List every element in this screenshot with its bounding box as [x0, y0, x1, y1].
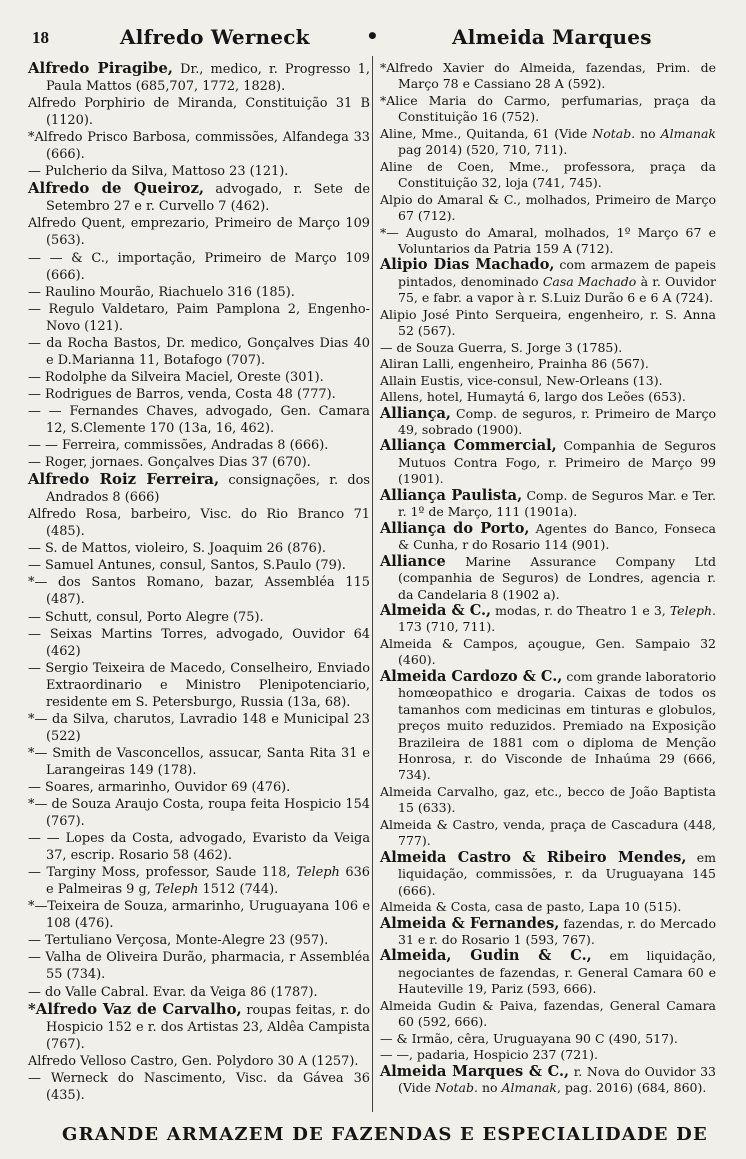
entry-text: roupas feitas, r. do Hospicio 152 e r. dos Artistas 23, Aldêa Campista (767). — [46, 1002, 370, 1052]
entry-text: no — [477, 1080, 502, 1096]
entry-text: com grande laboratorio homœopathico e drogaria. Caixas de todos os tamanhos com medicinas em tinturas e globulos, preços muito reduzidos. Premiado na Exposição Brazileira de 1881 com o diploma de Menção Honrosa, r. do Visconde de Inhaúma 29 (666, 734). — [398, 668, 716, 783]
entry-text: Teleph — [296, 865, 340, 881]
directory-entry — [28, 898, 370, 932]
entry-text: , pag. 2016) (684, 860). — [556, 1080, 707, 1096]
entry-text: — Soares, armarinho, Ouvidor 69 (476). — [28, 779, 291, 795]
directory-entry — [28, 609, 370, 626]
entry-text: Alfredo Rosa, barbeiro, Visc. do Rio Branco 71 (485). — [28, 507, 370, 540]
directory-entry — [380, 373, 716, 389]
column-divider — [372, 56, 373, 1112]
entry-text: — Valha de Oliveira Durão, pharmacia, r Assembléa 55 (734). — [28, 950, 370, 983]
entry-text: — —, padaria, Hospicio 237 (721). — [380, 1047, 598, 1063]
entry-text: *— dos Santos Romano, bazar, Assembléa 115 (487). — [28, 575, 370, 608]
entry-text: — — Lopes da Costa, advogado, Evaristo da Veiga 37, escrip. Rosario 58 (462). — [28, 831, 370, 864]
entry-text: Almeida & Campos, açougue, Gen. Sampaio 32 (460). — [380, 635, 716, 668]
directory-entry — [28, 180, 370, 215]
directory-entry — [380, 1047, 716, 1063]
entry-text: Almanak — [660, 125, 716, 141]
page-number: 18 — [32, 28, 49, 47]
directory-entry — [380, 817, 716, 850]
entry-text: advogado, r. Sete de Setembro 27 e r. Curvello 7 (462). — [46, 182, 370, 215]
entry-name: *Alfredo Vaz de Carvalho, — [28, 999, 242, 1018]
entry-text: *— Augusto do Amaral, molhados, 1º Março 67 e Voluntarios da Patria 159 A (712). — [380, 224, 716, 256]
entry-text: Aline de Coen, Mme., professora, praça da Constituição 32, loja (741, 745). — [380, 158, 716, 191]
entry-text: — Tertuliano Verçosa, Monte-Alegre 23 (957). — [28, 933, 329, 949]
entry-text: — — Fernandes Chaves, advogado, Gen. Camara 12, S.Clemente 170 (13a, 16, 462). — [28, 403, 370, 436]
directory-entry — [380, 438, 716, 487]
directory-entry — [28, 864, 370, 898]
directory-entry — [380, 225, 716, 258]
entry-text: 173 (710, 711). — [398, 619, 496, 635]
entry-text: Agentes do Banco, Fonseca & Cunha, r do Rosario 114 (901). — [398, 520, 716, 553]
directory-entry — [380, 636, 716, 669]
entry-text: Casa Machado — [542, 273, 637, 289]
directory-entry — [28, 932, 370, 949]
entry-text: Almeida & Costa, casa de pasto, Lapa 10 (515). — [380, 899, 682, 915]
entry-name: Alliança Paulista, — [380, 486, 523, 504]
entry-text: 1512 (744). — [198, 882, 279, 898]
directory-entry — [28, 60, 370, 95]
directory-entry — [380, 521, 716, 554]
directory-entry — [380, 669, 716, 784]
entry-text: Teleph — [154, 882, 199, 898]
entry-name: Alliança Commercial, — [380, 437, 557, 455]
directory-entry — [380, 126, 716, 159]
directory-entry — [380, 998, 716, 1031]
directory-entry — [28, 1070, 370, 1104]
entry-text: Almeida & Castro, venda, praça de Cascadura (448, 777). — [380, 816, 716, 849]
directory-entry — [380, 916, 716, 949]
entry-text: — de Souza Guerra, S. Jorge 3 (1785). — [380, 339, 623, 355]
directory-entry — [380, 850, 716, 899]
directory-entry — [380, 389, 716, 405]
directory-entry — [380, 1064, 716, 1097]
directory-entry — [28, 830, 370, 864]
entry-name: Almeida & Fernandes, — [380, 914, 560, 932]
entry-name: Alfredo de Queiroz, — [28, 179, 205, 198]
entry-text: Allens, hotel, Humaytá 6, largo dos Leões (653). — [380, 389, 686, 405]
left-column — [28, 60, 370, 1104]
entry-name: Almeida, Gudin & C., — [380, 947, 592, 965]
entry-text: em liquidação, commissões, r. da Uruguayana 145 (666). — [398, 849, 716, 898]
entry-text: *— da Silva, charutos, Lavradio 148 e Municipal 23 (522) — [28, 711, 370, 744]
entry-text: Dr., medico, r. Progresso 1, Paula Mattos (685,707, 1772, 1828). — [46, 62, 370, 95]
directory-entry — [380, 192, 716, 225]
directory-entry — [28, 129, 370, 163]
entry-text: — Raulino Mourão, Riachuelo 316 (185). — [28, 284, 295, 300]
entry-text: — Rodrigues de Barros, venda, Costa 48 (777). — [28, 386, 336, 402]
entry-name: Alfredo Piragibe, — [28, 59, 173, 77]
entry-text: *— Smith de Vasconcellos, assucar, Santa Rita 31 e Larangeiras 149 (178). — [28, 745, 370, 778]
entry-text: — S. de Mattos, violeiro, S. Joaquim 26 (876). — [28, 541, 326, 557]
entry-text: Alfredo Porphirio de Miranda, Constituição 31 B (1120). — [28, 96, 370, 129]
directory-entry — [28, 369, 370, 386]
entry-text: Comp. de seguros, r. Primeiro de Março 49, sobrado (1900). — [398, 405, 716, 437]
entry-text: em liquidação, negociantes de fazendas, r. General Camara 60 e Hauteville 19, Pariz (593, 666). — [398, 948, 716, 997]
directory-entry — [28, 335, 370, 369]
directory-entry — [380, 948, 716, 997]
directory-entry — [28, 557, 370, 574]
directory-entry — [380, 488, 716, 521]
entry-text: — & Irmão, cêra, Uruguayana 90 C (490, 517). — [380, 1030, 678, 1046]
right-column — [380, 60, 716, 1097]
entry-text: à r. Ouvidor 75, e fabr. a vapor à r. S.Luiz Durão 6 e 6 A (724). — [398, 273, 717, 306]
entry-text: — do Valle Cabral. Evar. da Veiga 86 (1787). — [28, 984, 318, 1000]
directory-entry — [380, 356, 716, 372]
directory-entry — [28, 779, 370, 796]
entry-text: modas, r. do Theatro 1 e 3, — [491, 602, 670, 618]
directory-entry — [28, 984, 370, 1001]
entry-text: Teleph. — [669, 602, 716, 618]
entry-text: *Alice Maria do Carmo, perfumarias, praça da Constituição 16 (752). — [380, 92, 716, 125]
running-head-right: Almeida Marques — [452, 25, 652, 49]
running-head-left: Alfredo Werneck — [120, 25, 310, 49]
directory-entry — [28, 574, 370, 608]
directory-entry — [380, 340, 716, 356]
directory-entry — [28, 386, 370, 403]
entry-name: Almeida Cardozo & C., — [380, 667, 563, 685]
directory-entry — [28, 660, 370, 711]
directory-entry — [28, 745, 370, 779]
entry-name: Alfredo Roiz Ferreira, — [28, 470, 220, 489]
directory-entry — [380, 784, 716, 817]
directory-entry — [28, 301, 370, 335]
running-head-separator: • — [366, 24, 379, 48]
entry-text: — Rodolphe da Silveira Maciel, Oreste (301). — [28, 369, 324, 385]
entry-text: Alfredo Velloso Castro, Gen. Polydoro 30 A (1257). — [28, 1053, 359, 1069]
entry-text: *—Teixeira de Souza, armarinho, Uruguayana 106 e 108 (476). — [28, 899, 370, 932]
entry-text: r. Nova do Ouvidor 33 (Vide — [398, 1063, 717, 1096]
entry-text: Notab. — [592, 125, 636, 141]
entry-text: — Samuel Antunes, consul, Santos, S.Paulo (79). — [28, 558, 346, 574]
entry-text: *Alfredo Xavier do Almeida, fazendas, Prim. de Março 78 e Cassiano 28 A (592). — [380, 60, 716, 92]
entry-text: fazendas, r. do Mercado 31 e r. do Rosario 1 (593, 767). — [398, 915, 716, 948]
directory-entry — [380, 406, 716, 439]
directory-entry — [28, 711, 370, 745]
entry-text: Almanak — [501, 1080, 557, 1096]
directory-entry — [28, 454, 370, 471]
entry-text: Alpio do Amaral & C., molhados, Primeiro de Março 67 (712). — [380, 191, 716, 224]
entry-text: — Pulcherio da Silva, Mattoso 23 (121). — [28, 164, 289, 180]
entry-text: Notab. — [435, 1080, 478, 1096]
directory-entry — [380, 60, 716, 93]
entry-text: Alipio José Pinto Serqueira, engenheiro, r. S. Anna 52 (567). — [380, 306, 716, 339]
entry-text: no — [635, 125, 661, 141]
directory-entry — [28, 163, 370, 180]
directory-entry — [380, 257, 716, 306]
directory-entry — [28, 284, 370, 301]
entry-name: Almeida & C., — [380, 601, 492, 619]
entry-text: pag 2014) (520, 710, 711). — [398, 142, 568, 158]
entry-text: — da Rocha Bastos, Dr. medico, Gonçalves Dias 40 e D.Marianna 11, Botafogo (707). — [28, 335, 370, 368]
entry-text: Almeida Carvalho, gaz, etc., becco de João Baptista 15 (633). — [380, 783, 716, 816]
entry-name: Almeida Castro & Ribeiro Mendes, — [380, 848, 687, 866]
entry-text: *— de Souza Araujo Costa, roupa feita Hospicio 154 (767). — [28, 797, 370, 830]
entry-text: Aline, Mme., Quitanda, 61 (Vide — [380, 125, 593, 141]
entry-text: 636 e Palmeiras 9 g, — [46, 865, 370, 898]
footer-banner: GRANDE ARMAZEM DE FAZENDAS E ESPECIALIDADE DE — [62, 1124, 708, 1145]
entry-text: — Sergio Teixeira de Macedo, Conselheiro, Enviado Extraordinario e Ministro Plenipotenciario, residente em S. Petersburgo, Russia (13a, 68). — [28, 660, 370, 710]
directory-entry — [28, 949, 370, 983]
directory-entry — [28, 250, 370, 284]
directory-entry — [28, 1001, 370, 1053]
entry-text: — — Ferreira, commissões, Andradas 8 (666). — [28, 438, 329, 454]
directory-entry — [28, 796, 370, 830]
entry-text: consignações, r. dos Andrados 8 (666) — [46, 473, 370, 506]
entry-text: Companhia de Seguros Mutuos Contra Fogo, r. Primeiro de Março 99 (1901). — [398, 438, 716, 487]
entry-text: — Targiny Moss, professor, Saude 118, — [28, 865, 297, 881]
entry-text: com armazem de papeis pintados, denominado — [398, 257, 716, 289]
entry-text: — Werneck do Nascimento, Visc. da Gávea 36 (435). — [28, 1070, 370, 1103]
entry-text: Aliran Lalli, engenheiro, Prainha 86 (567). — [380, 356, 649, 372]
entry-text: Comp. de Seguros Mar. e Ter. r. 1º de Março, 111 (1901a). — [398, 487, 717, 520]
directory-entry — [28, 540, 370, 557]
entry-text: *Alfredo Prisco Barbosa, commissões, Alfandega 33 (666). — [28, 130, 370, 163]
entry-name: Alliance — [380, 552, 446, 570]
directory-entry — [380, 159, 716, 192]
entry-text: — Schutt, consul, Porto Alegre (75). — [28, 609, 264, 625]
entry-name: Alliança do Porto, — [380, 519, 530, 537]
directory-entry — [28, 215, 370, 249]
entry-text: — Regulo Valdetaro, Paim Pamplona 2, Engenho-Novo (121). — [28, 301, 370, 334]
entry-text: Allain Eustis, vice-consul, New-Orleans (13). — [380, 372, 663, 388]
directory-entry — [380, 899, 716, 915]
entry-name: Alipio Dias Machado, — [380, 256, 555, 274]
directory-entry — [28, 471, 370, 506]
directory-entry — [28, 403, 370, 437]
directory-entry — [28, 95, 370, 129]
directory-entry — [28, 506, 370, 540]
page-header — [32, 22, 732, 52]
entry-text: Almeida Gudin & Paiva, fazendas, General Camara 60 (592, 666). — [380, 997, 716, 1030]
directory-entry — [380, 93, 716, 126]
entry-name: Alliança, — [380, 404, 451, 422]
entry-text: — Roger, jornaes. Gonçalves Dias 37 (670). — [28, 455, 311, 471]
entry-text: Marine Assurance Company Ltd (companhia de Seguros) de Londres, agencia r. da Candelaria 8 (1902 a). — [398, 553, 716, 602]
entry-text: Alfredo Quent, emprezario, Primeiro de Março 109 (563). — [28, 216, 370, 249]
directory-entry — [380, 603, 716, 636]
directory-entry — [380, 554, 716, 603]
entry-name: Almeida Marques & C., — [380, 1062, 570, 1080]
directory-entry — [380, 307, 716, 340]
directory-entry — [28, 1053, 370, 1070]
entry-text: — — & C., importação, Primeiro de Março 109 (666). — [28, 250, 370, 283]
entry-text: — Seixas Martins Torres, advogado, Ouvidor 64 (462) — [28, 626, 370, 659]
directory-entry — [380, 1031, 716, 1047]
directory-entry — [28, 437, 370, 454]
directory-entry — [28, 626, 370, 660]
